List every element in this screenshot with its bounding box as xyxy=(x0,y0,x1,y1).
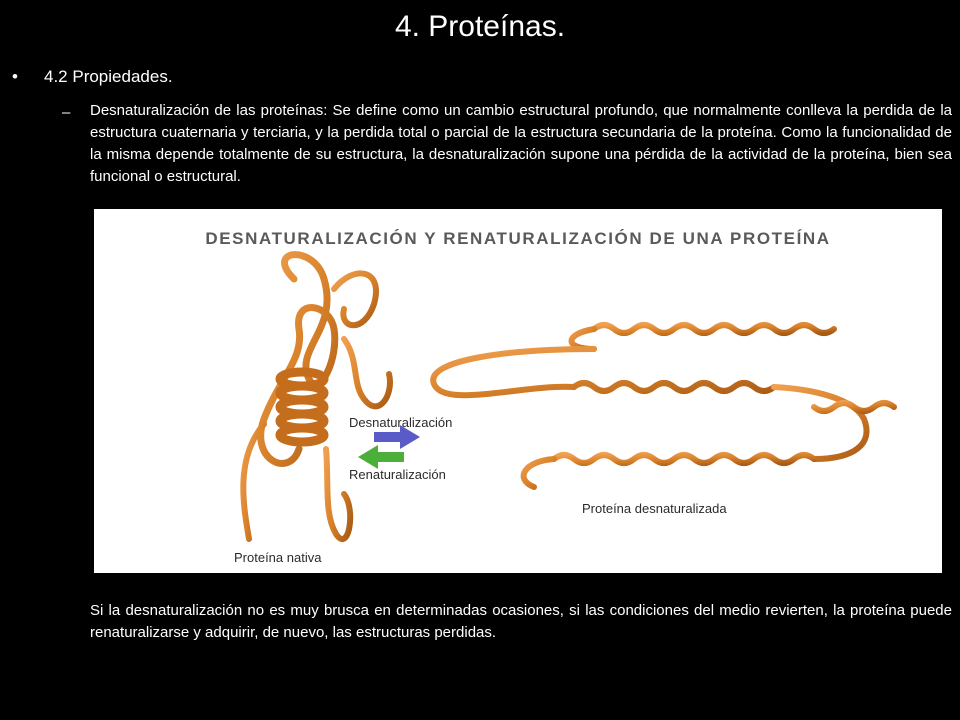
denaturation-label: Desnaturalización xyxy=(349,415,453,430)
slide-title: 4. Proteínas. xyxy=(394,10,566,43)
alpha-helix-coil xyxy=(280,372,324,442)
protein-illustration xyxy=(94,209,942,573)
renaturation-label: Renaturalización xyxy=(349,467,446,482)
native-protein-label: Proteína nativa xyxy=(234,550,322,565)
protein-figure xyxy=(94,209,942,573)
figure-title: DESNATURALIZACIÓN Y RENATURALIZACIÓN DE UNA PROTEÍNA xyxy=(205,229,831,248)
denatured-protein-ribbon xyxy=(433,325,894,487)
bullet-heading: 4.2 Propiedades. xyxy=(44,67,173,86)
dash-symbol: – xyxy=(62,104,71,121)
paragraph-denaturation: Desnaturalización de las proteínas: Se define como un cambio estructural profundo, que normalmente conlleva la perdida de la estructura cuaternaria y terciaria, y la perdida total o parcial de la estructura secundaria de la proteína. Como la funcionalidad de la misma depende totalmente de su estructura, la desnaturalización supone una pérdida de la actividad de la proteína, bien sea funcional o estructural. xyxy=(90,102,952,185)
paragraph-renaturation: Si la desnaturalización no es muy brusca en determinadas ocasiones, si las condiciones del medio revierten, la proteína puede renaturalizarse y adquirir, de nuevo, las estructuras perdidas. xyxy=(90,602,952,641)
bullet-symbol: • xyxy=(12,67,18,86)
denatured-protein-label: Proteína desnaturalizada xyxy=(582,501,727,516)
renaturation-arrow-icon xyxy=(358,445,404,469)
